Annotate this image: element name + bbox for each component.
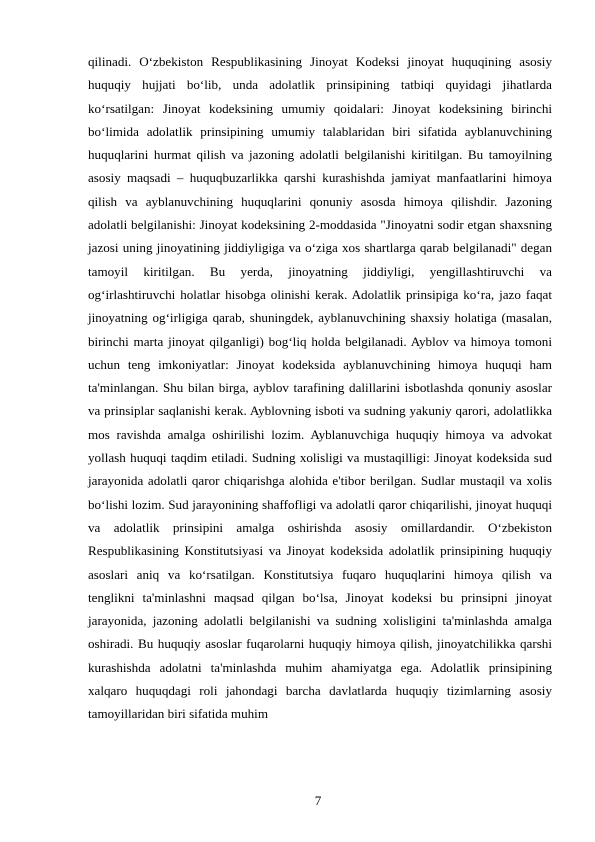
body-paragraph: qilinadi. O‘zbekiston Respublikasining Jinoyat Kodeksi jinoyat huquqining asosiy huquqiy hujjati bo‘lib, unda adolatlik prinsipining tatbiqi quyidagi jihatlarda ko‘rsatilgan: Jinoyat kodeksining umumiy qoidalari: Jinoyat kodeksining birinchi bo‘limida adolatlik prinsipining umumiy talablaridan biri sifatida ayblanuvchining huquqlarini hurmat qilish va jazoning adolatli belgilanishi kiritilgan. Bu tamoyilning asosiy maqsadi – huquqbuzarlikka qarshi kurashishda jamiyat manfaatlarini himoya qilish va ayblanuvchining huquqlarini qonuniy asosda himoya qilishdir. Jazoning adolatli belgilanishi: Jinoyat kodeksining 2-moddasida "Jinoyatni sodir etgan shaxsning jazosi uning jinoyatining jiddiyligiga va o‘ziga xos shartlarga qarab belgilanadi" degan tamoyil kiritilgan. Bu yerda, jinoyatning jiddiyligi, yengillashtiruvchi va og‘irlashtiruvchi holatlar hisobga olinishi kerak. Adolatlik prinsipiga ko‘ra, jazo faqat jinoyatning og‘irligiga qarab, shuningdek, ayblanuvchining shaxsiy holatiga (masalan, birinchi marta jinoyat qilganligi) bog‘liq holda belgilanadi. Ayblov va himoya tomoni uchun teng imkoniyatlar: Jinoyat kodeksida ayblanuvchining himoya huquqi ham ta'minlangan. Shu bilan birga, ayblov tarafining dalillarini isbotlashda qonuniy asoslar va prinsiplar saqlanishi kerak. Ayblovning isboti va sudning yakuniy qarori, adolatlikka mos ravishda amalga oshirilishi lozim. Ayblanuvchiga huquqiy himoya va advokat yollash huquqi taqdim etiladi. Sudning xolisligi va mustaqilligi: Jinoyat kodeksida sud jarayonida adolatli qaror chiqarishga alohida e'tibor berilgan. Sudlar mustaqil va xolis bo‘lishi lozim. Sud jarayonining shaffofligi va adolatli qaror chiqarilishi, jinoyat huquqi va adolatlik prinsipini amalga oshirishda asosiy omillardandir. O‘zbekiston Respublikasining Konstitutsiyasi va Jinoyat kodeksida adolatlik prinsipining huquqiy asoslari aniq va ko‘rsatilgan. Konstitutsiya fuqaro huquqlarini himoya qilish va tenglikni ta'minlashni maqsad qilgan bo‘lsa, Jinoyat kodeksi bu prinsipni jinoyat jarayonida, jazoning adolatli belgilanishi va sudning xolisligini ta'minlashda amalga oshiradi. Bu huquqiy asoslar fuqarolarni huquqiy himoya qilish, jinoyatchilikka qarshi kurashishda adolatni ta'minlashda muhim ahamiyatga ega. Adolatlik prinsipining xalqaro huquqdagi roli jahondagi barcha davlatlarda huquqiy tizimlarning asosiy tamoyillaridan biri sifatida muhim [88, 54, 552, 722]
page-number: 7 [314, 793, 322, 808]
